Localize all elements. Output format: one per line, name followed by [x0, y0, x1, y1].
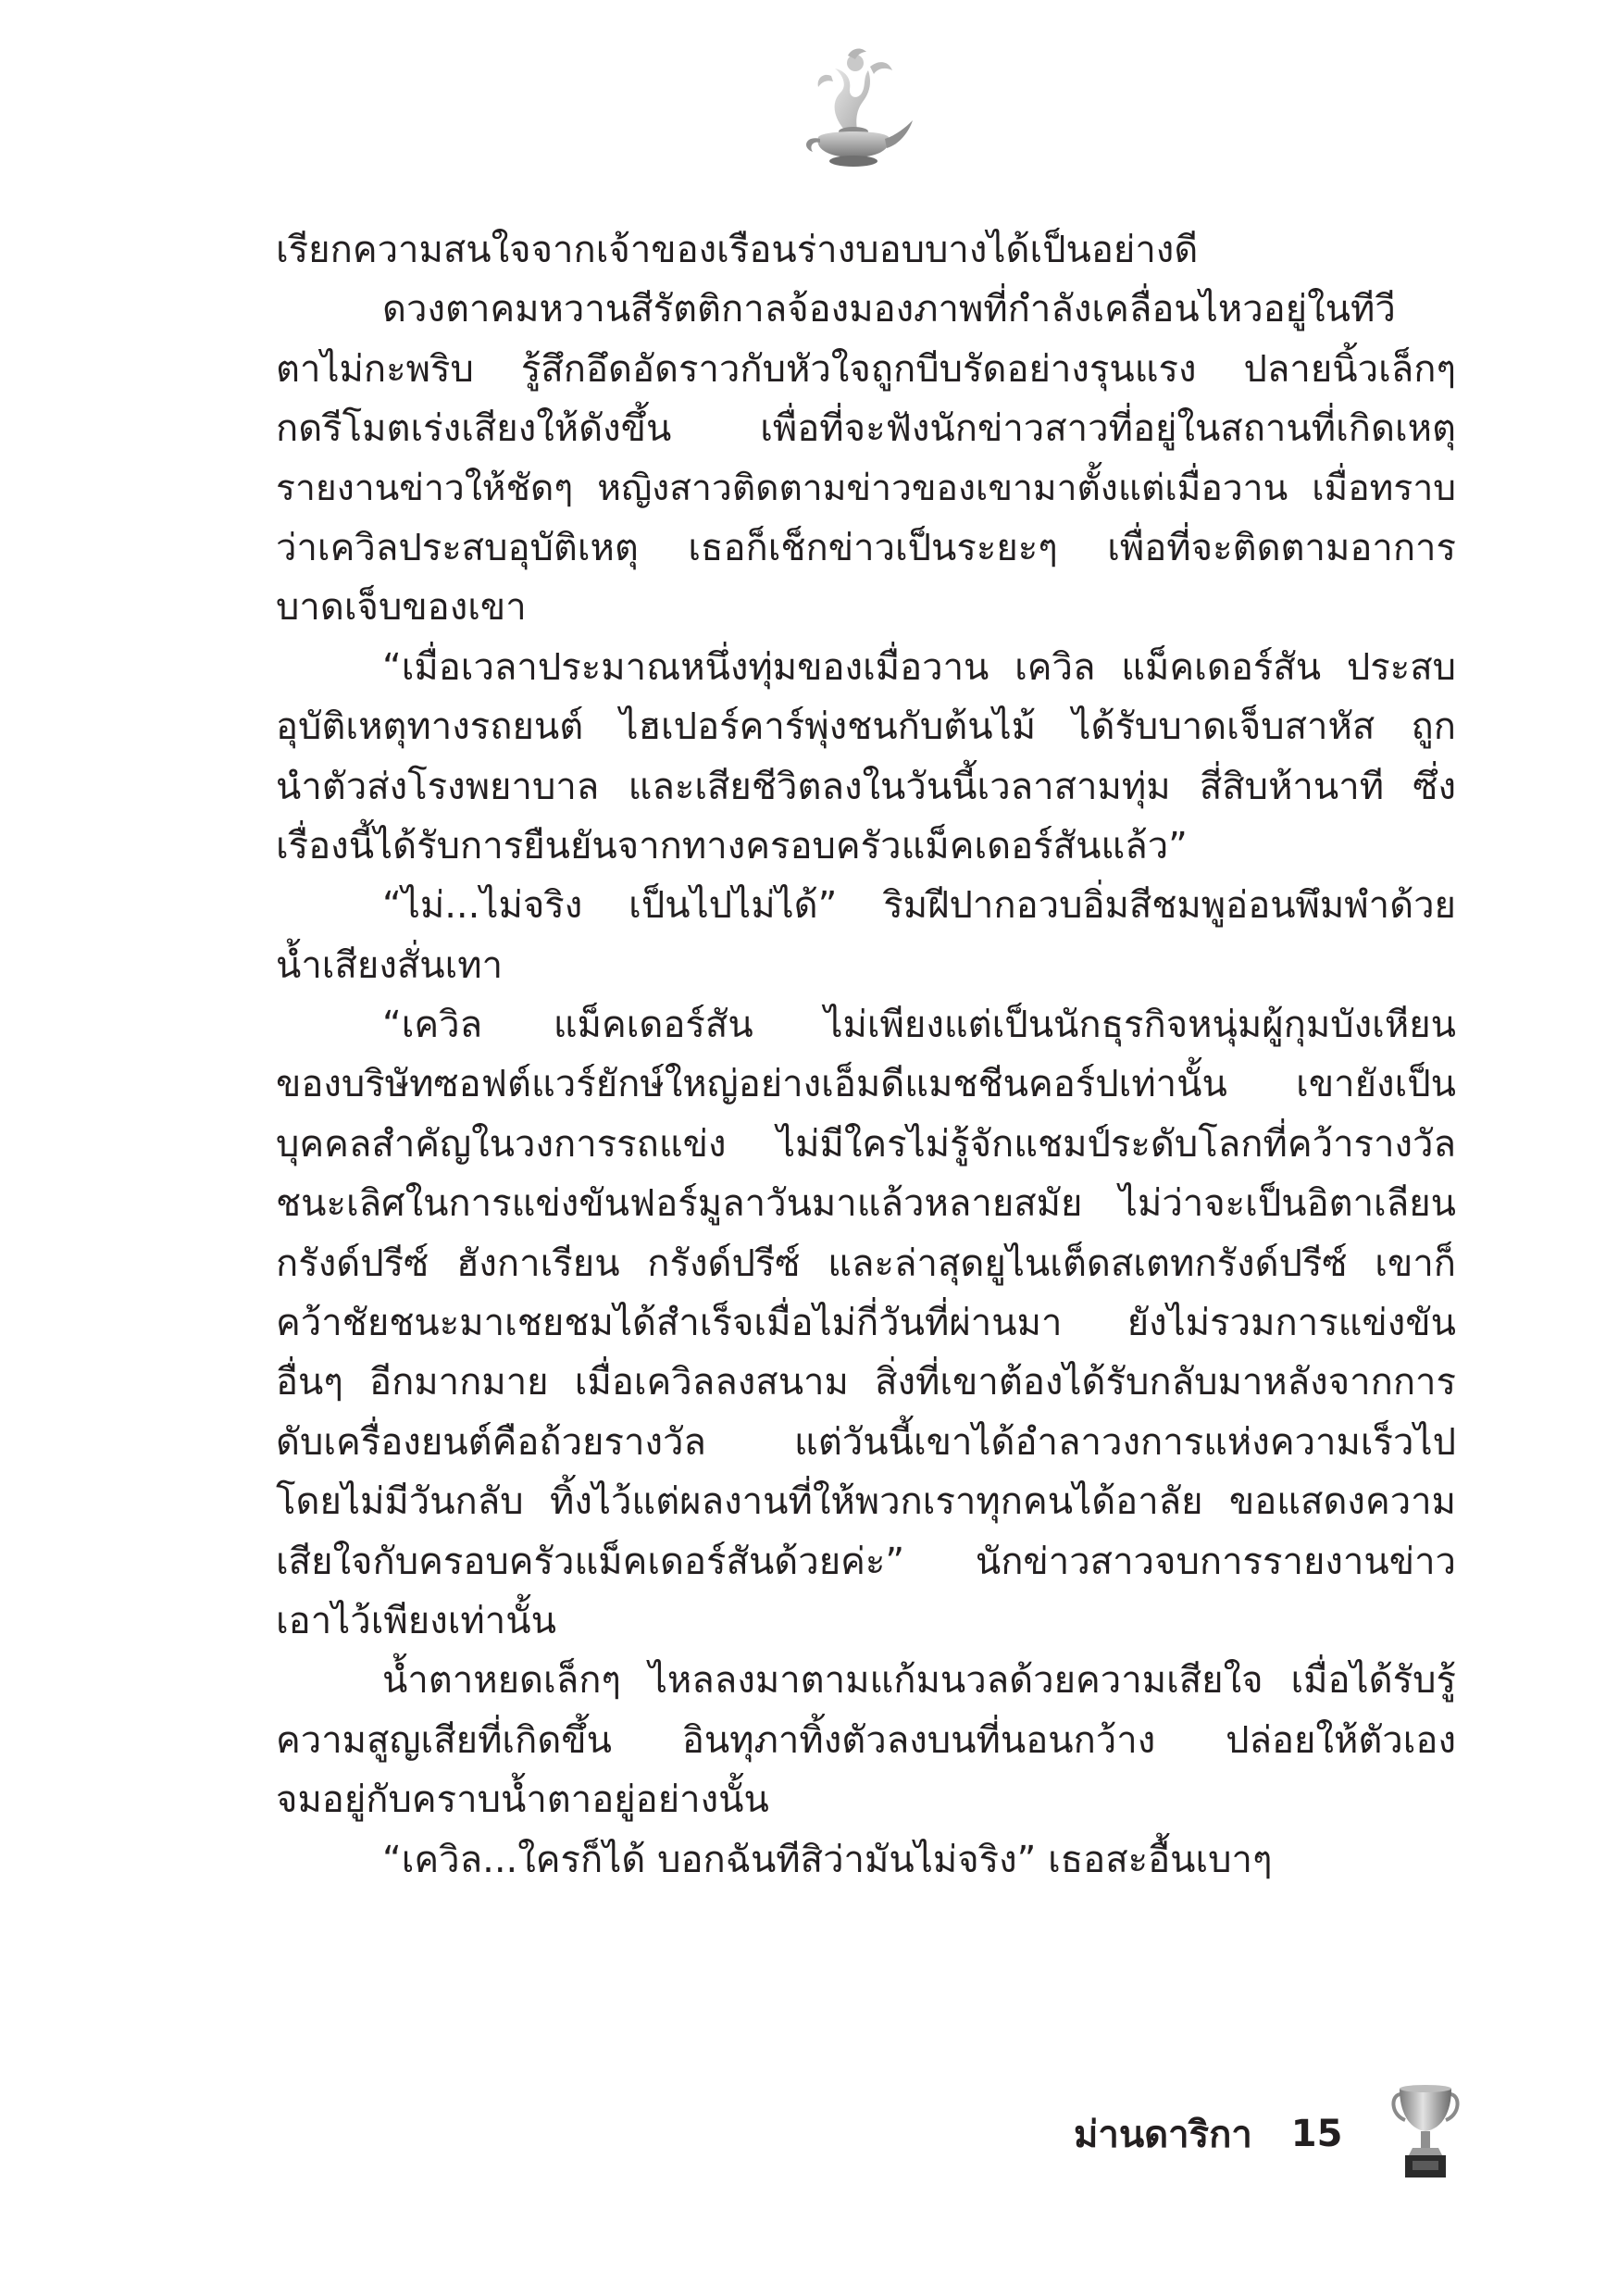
text-line: กดรีโมตเร่งเสียงให้ดังขึ้น เพื่อที่จะฟังนักข่าวสาวที่อยู่ในสถานที่เกิดเหตุ: [276, 407, 1456, 451]
text-line: น้ำตาหยดเล็กๆ ไหลลงมาตามแก้มนวลด้วยความเสียใจ เมื่อได้รับรู้: [382, 1659, 1456, 1703]
text-line: โดยไม่มีวันกลับ ทิ้งไว้แต่ผลงานที่ให้พวกเราทุกคนได้อาลัย ขอแสดงความ: [276, 1480, 1456, 1524]
text-line: เอาไว้เพียงเท่านั้น: [276, 1599, 556, 1642]
text-line: ตาไม่กะพริบ รู้สึกอึดอัดราวกับหัวใจถูกบีบรัดอย่างรุนแรง ปลายนิ้วเล็กๆ: [276, 347, 1456, 391]
trophy-icon: [1388, 2081, 1462, 2183]
page-footer: [1074, 2102, 1342, 2166]
text-line: น้ำเสียงสั่นเทา: [276, 943, 504, 987]
text-line: เรื่องนี้ได้รับการยืนยันจากทางครอบครัวแม็คเดอร์สันแล้ว”: [276, 824, 1188, 867]
text-line: นำตัวส่งโรงพยาบาล และเสียชีวิตลงในวันนี้เวลาสามทุ่ม สี่สิบห้านาที ซึ่ง: [276, 765, 1456, 808]
text-line: อื่นๆ อีกมากมาย เมื่อเควิลลงสนาม สิ่งที่เขาต้องได้รับกลับมาหลังจากการ: [276, 1361, 1456, 1404]
text-line: บุคคลสำคัญในวงการรถแข่ง ไม่มีใครไม่รู้จักแชมป์ระดับโลกที่คว้ารางวัล: [276, 1122, 1456, 1166]
text-line: “เควิล...ใครก็ได้ บอกฉันทีสิว่ามันไม่จริง” เธอสะอื้นเบาๆ: [382, 1838, 1273, 1881]
text-line: เรียกความสนใจจากเจ้าของเรือนร่างบอบบางได้เป็นอย่างดี: [276, 229, 1199, 271]
text-line: คว้าชัยชนะมาเชยชมได้สำเร็จเมื่อไม่กี่วันที่ผ่านมา ยังไม่รวมการแข่งขัน: [276, 1302, 1456, 1345]
genie-lamp-ornament-icon: [796, 44, 916, 169]
text-line: ของบริษัทซอฟต์แวร์ยักษ์ใหญ่อย่างเอ็มดีแมชชีนคอร์ปเท่านั้น เขายังเป็น: [276, 1063, 1456, 1106]
text-line: เสียใจกับครอบครัวแม็คเดอร์สันด้วยค่ะ” นักข่าวสาวจบการรายงานข่าว: [276, 1540, 1456, 1583]
text-line: กรังด์ปรีซ์ ฮังกาเรียน กรังด์ปรีซ์ และล่าสุดยูไนเต็ดสเตทกรังด์ปรีซ์ เขาก็: [276, 1242, 1456, 1285]
text-line: ว่าเควิลประสบอุบัติเหตุ เธอก็เช็กข่าวเป็นระยะๆ เพื่อที่จะติดตามอาการ: [276, 526, 1456, 569]
text-line: ความสูญเสียที่เกิดขึ้น อินทุภาทิ้งตัวลงบนที่นอนกว้าง ปล่อยให้ตัวเอง: [276, 1718, 1456, 1762]
text-line: บาดเจ็บของเขา: [276, 586, 527, 630]
body-text: [276, 220, 1456, 1890]
text-line: จมอยู่กับคราบน้ำตาอยู่อย่างนั้น: [276, 1778, 769, 1822]
text-line: “เมื่อเวลาประมาณหนึ่งทุ่มของเมื่อวาน เควิล แม็คเดอร์สัน ประสบ: [382, 645, 1456, 689]
text-line: ชนะเลิศในการแข่งขันฟอร์มูลาวันมาแล้วหลายสมัย ไม่ว่าจะเป็นอิตาเลียน: [276, 1182, 1456, 1226]
text-line: “เควิล แม็คเดอร์สัน ไม่เพียงแต่เป็นนักธุรกิจหนุ่มผู้กุมบังเหียน: [382, 1004, 1456, 1047]
book-title: ม่านดาริกา: [1074, 2114, 1252, 2156]
text-line: อุบัติเหตุทางรถยนต์ ไฮเปอร์คาร์พุ่งชนกับต้นไม้ ได้รับบาดเจ็บสาหัส ถูก: [276, 705, 1456, 749]
page-number: 15: [1290, 2113, 1343, 2155]
text-line: รายงานข่าวให้ชัดๆ หญิงสาวติดตามข่าวของเขามาตั้งแต่เมื่อวาน เมื่อทราบ: [276, 467, 1456, 509]
text-line: ดวงตาคมหวานสีรัตติกาลจ้องมองภาพที่กำลังเคลื่อนไหวอยู่ในทีวี: [382, 288, 1396, 331]
text-line: “ไม่...ไม่จริง เป็นไปไม่ได้” ริมฝีปากอวบอิ่มสีชมพูอ่อนพึมพำด้วย: [382, 884, 1456, 928]
text-line: ดับเครื่องยนต์คือถ้วยรางวัล แต่วันนี้เขาได้อำลาวงการแห่งความเร็วไป: [276, 1420, 1456, 1464]
